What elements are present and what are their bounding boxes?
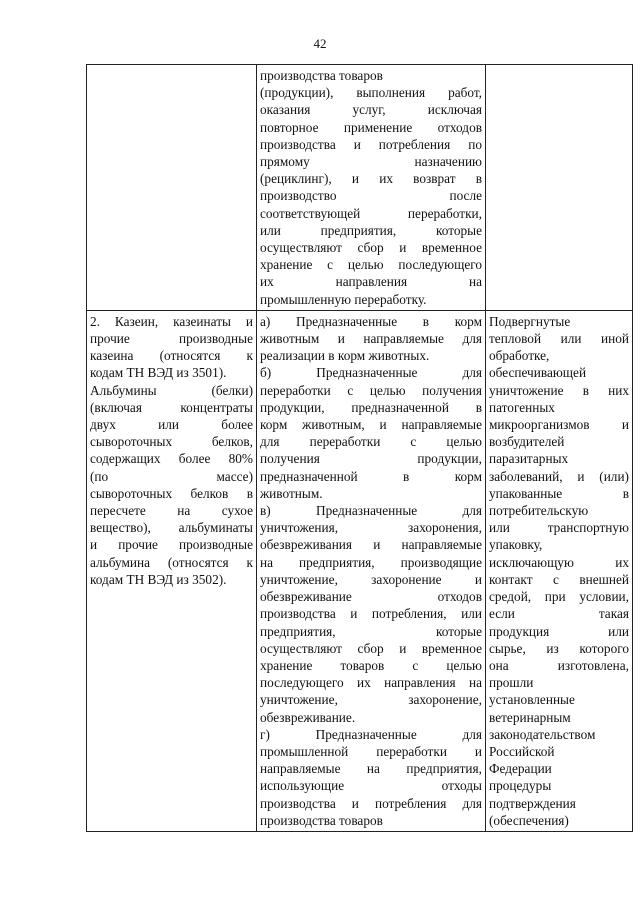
cell-line: сырье, из которого [489, 640, 629, 656]
cell-line: кодам ТН ВЭД из 3502). [90, 571, 227, 587]
cell-line: микроорганизмов и [489, 417, 629, 433]
cell-line: контакт с внешней [489, 571, 629, 587]
cell-line: подтверждения [489, 795, 576, 811]
cell-line: прямому назначению [260, 154, 482, 170]
cell-line: соответствующей переработки, [260, 205, 482, 221]
cell-line: уничтожение, захоронение и [260, 571, 482, 587]
cell-line: производства товаров [260, 68, 383, 83]
cell-line: хранение товаров с целью [260, 657, 482, 673]
cell-line: или транспортную [489, 520, 629, 536]
cell-line: производство после [260, 188, 482, 204]
row1-col2 [257, 65, 486, 311]
cell-line: она изготовлена, [489, 657, 629, 673]
cell-line: (продукции), выполнения работ, [260, 85, 482, 101]
cell-line: продукции, предназначенной в [260, 399, 482, 415]
table-row [87, 310, 633, 831]
cell-line: патогенных [489, 399, 555, 415]
cell-line: 2. Казеин, казеинаты и [90, 313, 253, 329]
cell-line: переработки с целью получения [260, 382, 482, 398]
cell-line: оказания услуг, исключая [260, 102, 482, 118]
row2-col1 [87, 310, 257, 831]
cell-line: осуществляют сбор и временное [260, 640, 482, 656]
cell-line: альбумина (относятся к [90, 554, 253, 570]
cell-line: повторное применение отходов [260, 119, 482, 135]
cell-line: производства и потребления для [260, 795, 482, 811]
cell-line: а) Предназначенные в корм [260, 313, 482, 329]
cell-line: ветеринарным [489, 709, 571, 725]
cell-line: животным и направляемые для [260, 331, 482, 347]
cell-line: если такая [489, 606, 629, 622]
cell-line: Федерации [489, 761, 552, 777]
cell-line: средой, при условии, [489, 589, 629, 605]
cell-line: прочие производные [90, 331, 253, 347]
cell-line: их направления на [260, 274, 482, 290]
cell-line: исключающую их [489, 554, 629, 570]
cell-line: для переработки с целью [260, 434, 482, 450]
cell-line: упакованные в [489, 485, 629, 501]
cell-line: упаковку, [489, 537, 543, 553]
cell-line: установленные [489, 692, 575, 708]
cell-line: осуществляют сбор и временное [260, 240, 482, 256]
cell-line: промышленной переработки и [260, 743, 482, 759]
cell-line: (обеспечения) [489, 812, 569, 828]
cell-line: животным. [260, 485, 323, 501]
cell-line: двух или более [90, 417, 253, 433]
cell-line: обеспечивающей [489, 365, 587, 381]
cell-line: сывороточных белков, [90, 434, 253, 450]
table-row [87, 65, 633, 311]
row1-col3 [486, 65, 633, 311]
cell-line: или предприятия, которые [260, 222, 482, 238]
row2-col3 [486, 310, 633, 831]
cell-line: производства товаров [260, 812, 383, 828]
cell-line: уничтожение, захоронение, [260, 692, 482, 708]
row1-col1 [87, 65, 257, 311]
cell-line: последующего их направления на [260, 675, 482, 691]
cell-line: на предприятия, производящие [260, 554, 482, 570]
cell-line: Подвергнутые [489, 313, 571, 329]
cell-line: обезвреживание отходов [260, 589, 482, 605]
cell-line: прошли [489, 675, 534, 691]
cell-line: паразитарных [489, 451, 569, 467]
cell-line: реализации в корм животных. [260, 348, 430, 364]
row2-col2 [257, 310, 486, 831]
cell-line: потребительскую [489, 503, 589, 519]
cell-line: хранение с целью последующего [260, 257, 482, 273]
cell-line: предприятия, которые [260, 623, 482, 639]
cell-line: заболеваний, и (или) [489, 468, 629, 484]
cell-line: производства и потребления, или [260, 606, 482, 622]
cell-line: использующие отходы [260, 778, 482, 794]
cell-line: уничтожение в них [489, 382, 629, 398]
cell-line: продукция или [489, 623, 629, 639]
cell-line: направляемые на предприятия, [260, 761, 482, 777]
cell-line: корм животным, и направляемые [260, 417, 482, 433]
cell-line: и прочие производные [90, 537, 253, 553]
cell-line: обезвреживание. [260, 709, 356, 725]
cell-line: процедуры [489, 778, 552, 794]
cell-line: г) Предназначенные для [260, 726, 482, 742]
cell-line: (включая концентраты [90, 399, 253, 415]
cell-line: предназначенной в корм [260, 468, 482, 484]
cell-line: казеина (относятся к [90, 348, 253, 364]
cell-line: обезвреживания и направляемые [260, 537, 482, 553]
cell-line: пересчете на сухое [90, 503, 253, 519]
cell-line: в) Предназначенные для [260, 503, 482, 519]
cell-line: сывороточных белков в [90, 485, 253, 501]
cell-line: обработке, [489, 348, 550, 364]
cell-line: (рециклинг), и их возврат в [260, 171, 482, 187]
cell-line: Российской [489, 743, 555, 759]
cell-line: производства и потребления по [260, 136, 482, 152]
cell-line: б) Предназначенные для [260, 365, 482, 381]
cell-line: вещество), альбуминаты [90, 520, 253, 536]
page-number: 42 [313, 36, 327, 51]
cell-line: Альбумины (белки) [90, 382, 253, 398]
goods-table [86, 64, 633, 832]
cell-line: законодательством [489, 726, 596, 742]
cell-line: тепловой или иной [489, 331, 629, 347]
cell-line: (по массе) [90, 468, 253, 484]
cell-line: промышленную переработку. [260, 291, 427, 307]
cell-line: кодам ТН ВЭД из 3501). [90, 365, 227, 381]
cell-line: уничтожения, захоронения, [260, 520, 482, 536]
cell-line: содержащих более 80% [90, 451, 253, 467]
cell-line: возбудителей [489, 434, 565, 450]
cell-line: получения продукции, [260, 451, 482, 467]
